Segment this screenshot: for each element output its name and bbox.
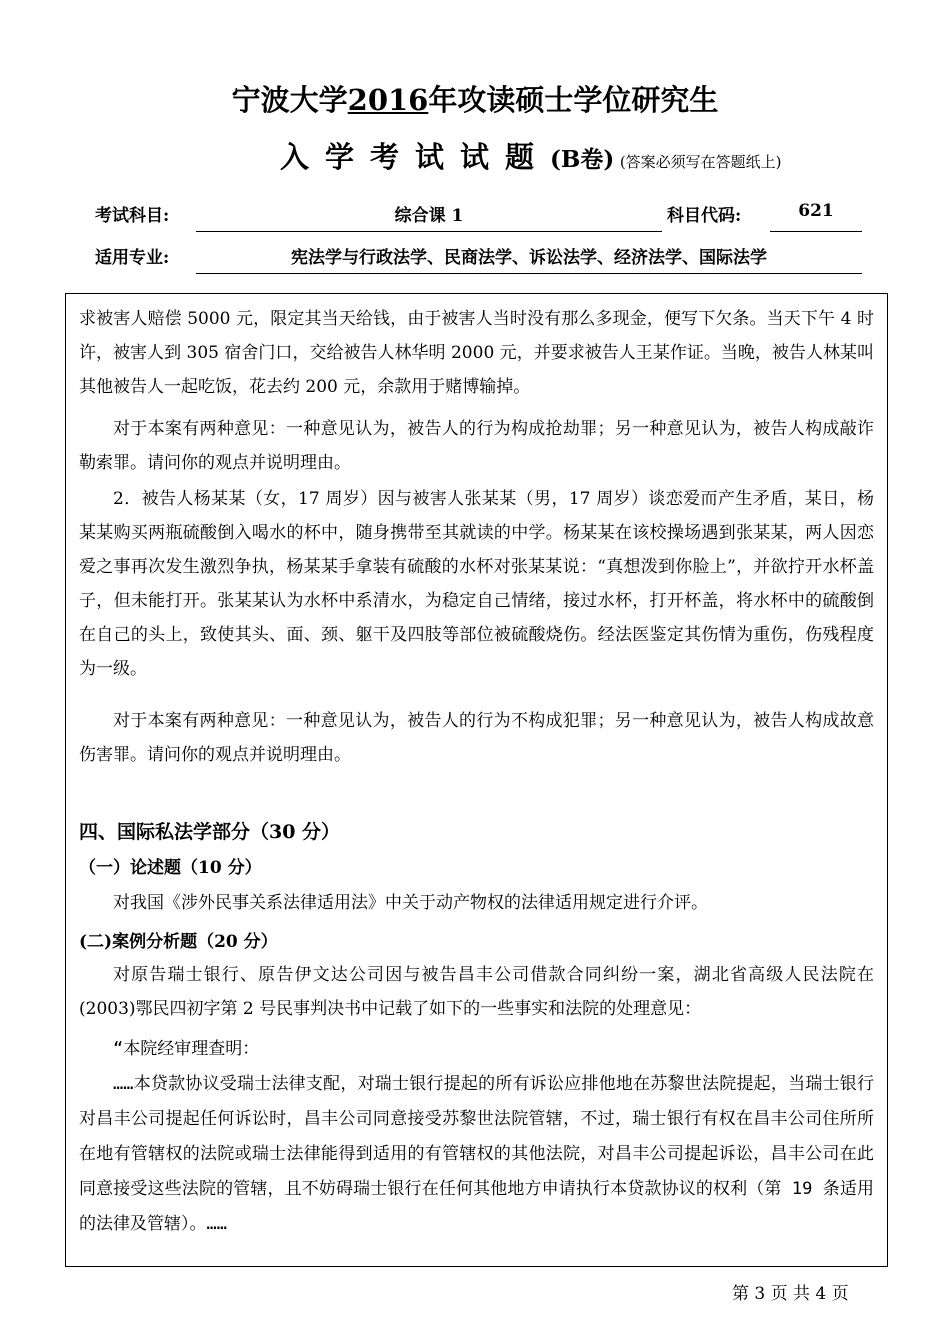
case1-question: 对于本案有两种意见：一种意见认为，被告人的行为构成抢劫罪；另一种意见认为，被告人构成敲诈勒索罪。请问你的观点并说明理由。 bbox=[79, 419, 874, 473]
subject-value: 综合课 1 bbox=[394, 206, 464, 226]
exam-title bbox=[0, 78, 950, 119]
title-year: 2016 bbox=[347, 83, 429, 117]
subtitle-note: (答案必须写在答题纸上) bbox=[619, 153, 782, 171]
case2-question: 对于本案有两种意见：一种意见认为，被告人的行为不构成犯罪；另一种意见认为，被告人构成故意伤害罪。请问你的观点并说明理由。 bbox=[79, 711, 874, 765]
major-underline bbox=[196, 273, 862, 274]
exam-subtitle bbox=[280, 135, 782, 176]
case2-text: 2．被告人杨某某（女，17 周岁）因与被害人张某某（男，17 周岁）谈恋爱而产生矛盾，某日，杨某某购买两瓶硫酸倒入喝水的杯中，随身携带至其就读的中学。杨某某在该校操场遇到张某某，两人因恋爱之事再次发生激烈争执，杨某某手拿装有硫酸的水杯对张某某说：“真想泼到你脸上”，并欲拧开水杯盖子，但未能打开。张某某认为水杯中系清水，为稳定自己情绪，接过水杯，打开杯盖，将水杯中的硫酸倒在自己的头上，致使其头、面、颈、躯干及四肢等部位被硫酸烧伤。经法医鉴定其伤情为重伤，伤残程度为一级。 bbox=[79, 489, 874, 679]
major-label: 适用专业: bbox=[95, 248, 170, 268]
code-underline bbox=[770, 231, 862, 232]
case-title: (二)案例分析题（20 分） bbox=[79, 932, 278, 952]
subtitle-volume: (B卷) bbox=[550, 146, 615, 173]
title-prefix: 宁波大学 bbox=[231, 83, 348, 117]
code-label: 科目代码: bbox=[667, 206, 742, 226]
section4-title: 四、国际私法学部分（30 分） bbox=[79, 821, 341, 843]
title-suffix: 年攻读硕士学位研究生 bbox=[428, 83, 719, 117]
subtitle-main: 入学考试试题 bbox=[280, 140, 551, 174]
quote-body: ……本贷款协议受瑞士法律支配，对瑞士银行提起的所有诉讼应排他地在苏黎世法院提起，当瑞士银行对昌丰公司提起任何诉讼时，昌丰公司同意接受苏黎世法院管辖，不过，瑞士银行有权在昌丰公司住所所在地有管辖权的法院或瑞士法律能得到适用的有管辖权的其他法院，对昌丰公司提起诉讼，昌丰公司在此同意接受这些法院的管辖，且不妨碍瑞士银行在任何其他地方申请执行本贷款协议的权利（第 19 条适用的法律及管辖）。…… bbox=[79, 1074, 874, 1234]
essay-title: （一）论述题（10 分） bbox=[79, 858, 262, 878]
subject-underline bbox=[196, 231, 662, 232]
case1-continued: 求被害人赔偿 5000 元，限定其当天给钱，由于被害人当时没有那么多现金，便写下欠条。当天下午 4 时许，被害人到 305 宿舍门口，交给被告人林华明 2000 元，并要求被告人王某作证。当晚，被告人林某叫其他被告人一起吃饭，花去约 200 元，余款用于赌博输掉。 bbox=[79, 309, 874, 397]
code-value: 621 bbox=[798, 201, 834, 221]
major-value: 宪法学与行政法学、民商法学、诉讼法学、经济法学、国际法学 bbox=[291, 248, 767, 268]
subject-label: 考试科目: bbox=[95, 206, 170, 226]
case-intro: 对原告瑞士银行、原告伊文达公司因与被告昌丰公司借款合同纠纷一案，湖北省高级人民法院在(2003)鄂民四初字第 2 号民事判决书中记载了如下的一些事实和法院的处理意见： bbox=[79, 965, 874, 1019]
page-number: 第 3 页 共 4 页 bbox=[732, 1284, 849, 1304]
essay-text: 对我国《涉外民事关系法律适用法》中关于动产物权的法律适用规定进行介评。 bbox=[113, 893, 708, 913]
quote-open: “本院经审理查明： bbox=[113, 1039, 260, 1059]
